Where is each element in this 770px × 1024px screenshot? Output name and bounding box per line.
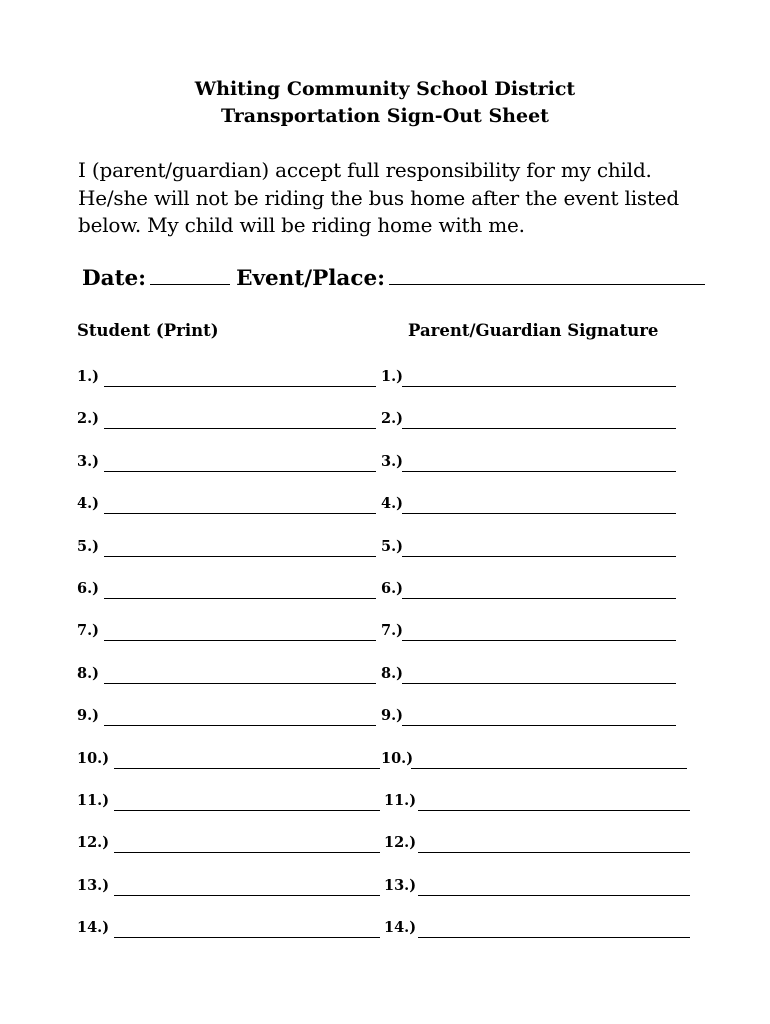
sign-out-row [0, 919, 770, 943]
student-name-field[interactable] [114, 810, 380, 811]
signature-row-number: 7.) [381, 622, 403, 640]
student-name-field[interactable] [104, 513, 376, 514]
sign-out-row [0, 707, 770, 731]
sheet-title: Transportation Sign-Out Sheet [221, 105, 549, 127]
signature-field[interactable] [418, 852, 690, 853]
student-row-number: 9.) [77, 707, 99, 725]
student-row-number: 2.) [77, 410, 99, 428]
signature-field[interactable] [418, 895, 690, 896]
signature-field[interactable] [402, 513, 676, 514]
student-name-field[interactable] [104, 386, 376, 387]
student-name-field[interactable] [114, 852, 380, 853]
student-row-number: 14.) [77, 919, 110, 937]
sign-out-row [0, 580, 770, 604]
sign-out-row [0, 410, 770, 434]
sign-out-row [0, 750, 770, 774]
sign-out-row [0, 622, 770, 646]
student-row-number: 12.) [77, 834, 110, 852]
signature-column-header: Parent/Guardian Signature [408, 321, 659, 340]
signature-row-number: 9.) [381, 707, 403, 725]
student-column-header: Student (Print) [77, 321, 219, 340]
date-field[interactable] [150, 264, 230, 285]
district-title: Whiting Community School District [194, 78, 576, 100]
signature-field[interactable] [411, 768, 687, 769]
signature-row-number: 4.) [381, 495, 403, 513]
signature-row-number: 5.) [381, 537, 403, 555]
student-row-number: 5.) [77, 537, 99, 555]
signature-field[interactable] [418, 810, 690, 811]
event-place-field[interactable] [389, 264, 705, 285]
student-name-field[interactable] [104, 556, 376, 557]
signature-row-number: 11.) [384, 792, 417, 809]
signature-field[interactable] [418, 937, 690, 938]
signature-field[interactable] [402, 640, 676, 641]
signature-row-number: 1.) [381, 368, 403, 385]
sign-out-row [0, 665, 770, 689]
sign-out-row [0, 877, 770, 901]
student-name-field[interactable] [114, 895, 380, 896]
sign-out-row [0, 538, 770, 562]
sign-out-row [0, 834, 770, 858]
student-name-field[interactable] [104, 598, 376, 599]
student-row-number: 10.) [77, 749, 110, 767]
signature-row-number: 6.) [381, 580, 403, 597]
signature-row-number: 12.) [384, 834, 417, 852]
signature-field[interactable] [402, 556, 676, 557]
student-row-number: 7.) [77, 622, 99, 640]
student-row-number: 6.) [77, 580, 99, 597]
student-row-number: 11.) [77, 792, 110, 809]
date-label: Date: [82, 266, 147, 291]
sign-out-row [0, 495, 770, 519]
sign-out-row [0, 792, 770, 816]
student-name-field[interactable] [104, 640, 376, 641]
signature-row-number: 8.) [381, 664, 403, 682]
student-name-field[interactable] [104, 471, 376, 472]
signature-row-number: 14.) [384, 919, 417, 937]
signature-field[interactable] [402, 471, 676, 472]
sign-out-row [0, 453, 770, 477]
student-name-field[interactable] [104, 725, 376, 726]
student-row-number: 1.) [77, 368, 99, 385]
signature-field[interactable] [402, 428, 676, 429]
student-name-field[interactable] [104, 428, 376, 429]
responsibility-statement: I (parent/guardian) accept full responsibility for my child. He/she will not be riding the bus home after the event listed below. My child will be riding home with me. [78, 158, 680, 237]
signature-row-number: 13.) [384, 876, 417, 894]
student-row-number: 13.) [77, 876, 110, 894]
student-row-number: 8.) [77, 664, 99, 682]
signature-field[interactable] [402, 683, 676, 684]
signature-field[interactable] [402, 598, 676, 599]
sign-out-row [0, 368, 770, 392]
date-event-line [82, 264, 711, 291]
student-name-field[interactable] [104, 683, 376, 684]
signature-row-number: 3.) [381, 452, 403, 470]
student-row-number: 4.) [77, 495, 99, 513]
student-row-number: 3.) [77, 452, 99, 470]
student-name-field[interactable] [114, 937, 380, 938]
signature-field[interactable] [402, 386, 676, 387]
event-place-label: Event/Place: [236, 266, 386, 291]
student-name-field[interactable] [114, 768, 380, 769]
signature-field[interactable] [402, 725, 676, 726]
signature-row-number: 2.) [381, 410, 403, 428]
signature-row-number: 10.) [381, 749, 414, 767]
